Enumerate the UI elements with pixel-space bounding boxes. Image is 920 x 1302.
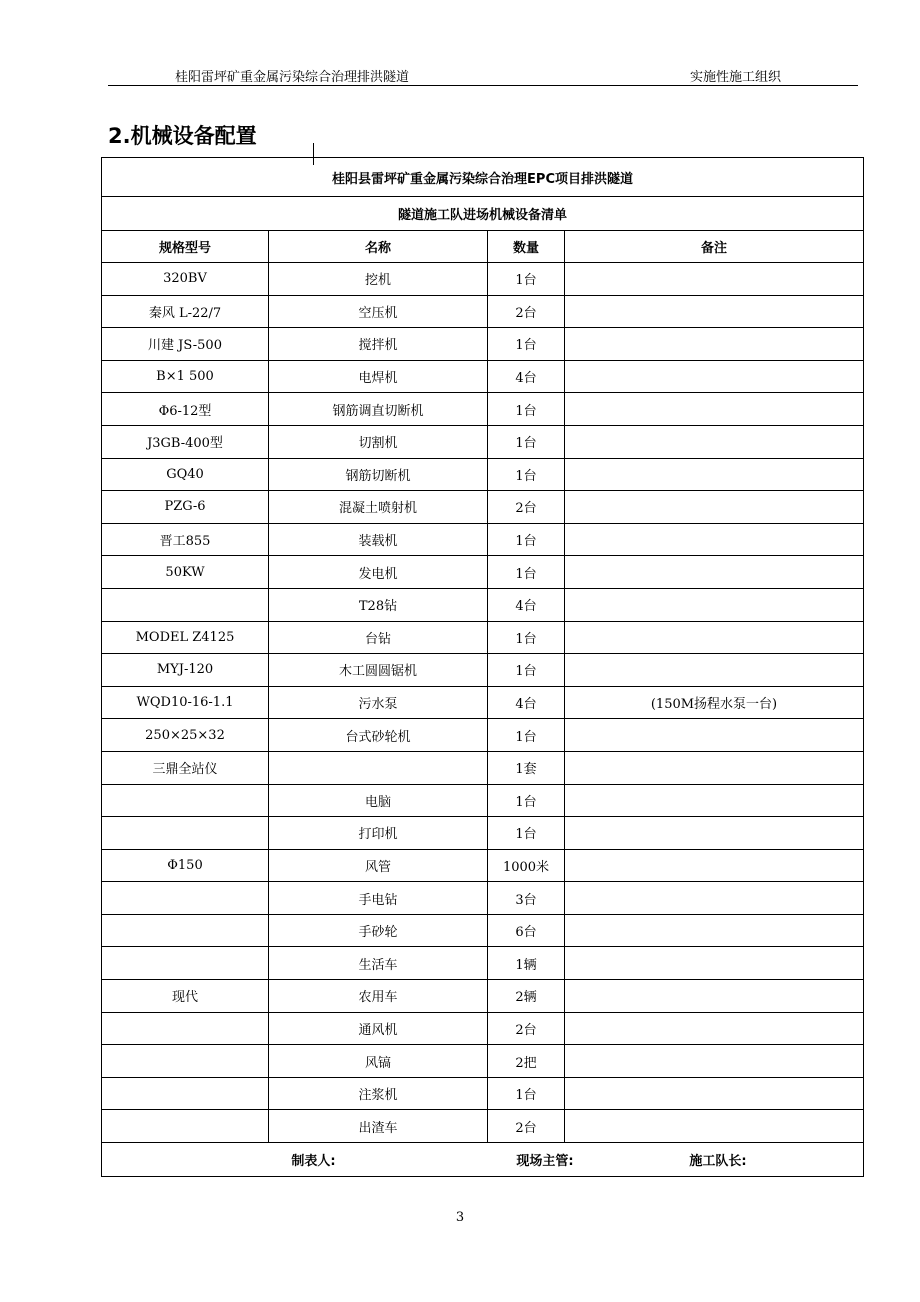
quantity-cell: 1台	[488, 556, 565, 589]
remarks-cell	[565, 621, 864, 654]
team-leader-label: 施工队长:	[689, 1154, 747, 1170]
column-header-name: 名称	[269, 231, 488, 263]
quantity-cell: 1台	[488, 784, 565, 817]
page-number: 3	[455, 1210, 465, 1225]
model-cell: 晋工855	[102, 523, 269, 556]
model-cell: 川建 JS-500	[102, 328, 269, 361]
model-cell: Φ150	[102, 849, 269, 882]
quantity-cell: 2把	[488, 1045, 565, 1078]
remarks-cell	[565, 980, 864, 1013]
model-cell	[102, 1012, 269, 1045]
table-row	[102, 654, 864, 687]
remarks-cell	[565, 817, 864, 850]
name-cell: 手砂轮	[269, 914, 488, 947]
model-cell: MYJ-120	[102, 654, 269, 687]
quantity-cell: 1套	[488, 751, 565, 784]
model-cell	[102, 588, 269, 621]
name-cell: 钢筋调直切断机	[269, 393, 488, 426]
remarks-cell	[565, 1045, 864, 1078]
name-cell: 风镐	[269, 1045, 488, 1078]
name-cell	[269, 751, 488, 784]
quantity-cell: 1台	[488, 328, 565, 361]
name-cell: 出渣车	[269, 1110, 488, 1143]
table-row	[102, 263, 864, 296]
remarks-cell	[565, 849, 864, 882]
name-cell: 空压机	[269, 295, 488, 328]
table-row	[102, 1045, 864, 1078]
name-cell: 通风机	[269, 1012, 488, 1045]
quantity-cell: 1台	[488, 817, 565, 850]
remarks-cell	[565, 784, 864, 817]
remarks-cell: (150M扬程水泵一台)	[565, 686, 864, 719]
quantity-cell: 1台	[488, 1077, 565, 1110]
table-row	[102, 1077, 864, 1110]
table-row	[102, 817, 864, 850]
remarks-cell	[565, 491, 864, 524]
model-cell: Φ6-12型	[102, 393, 269, 426]
model-cell	[102, 1077, 269, 1110]
header-divider	[108, 85, 858, 86]
quantity-cell: 1台	[488, 425, 565, 458]
model-cell	[102, 882, 269, 915]
signature-cell	[102, 1143, 864, 1177]
quantity-cell: 1辆	[488, 947, 565, 980]
column-header-remarks: 备注	[565, 231, 864, 263]
remarks-cell	[565, 654, 864, 687]
quantity-cell: 2台	[488, 491, 565, 524]
model-cell: 秦风 L-22/7	[102, 295, 269, 328]
model-cell	[102, 817, 269, 850]
quantity-cell: 1台	[488, 719, 565, 752]
table-row	[102, 458, 864, 491]
name-cell: 电脑	[269, 784, 488, 817]
table-row	[102, 295, 864, 328]
name-cell: 手电钻	[269, 882, 488, 915]
table-row	[102, 491, 864, 524]
remarks-cell	[565, 882, 864, 915]
table-row	[102, 719, 864, 752]
table-row	[102, 1110, 864, 1143]
name-cell: 注浆机	[269, 1077, 488, 1110]
remarks-cell	[565, 588, 864, 621]
table-row	[102, 947, 864, 980]
model-cell: PZG-6	[102, 491, 269, 524]
table-row	[102, 588, 864, 621]
model-cell: 320BV	[102, 263, 269, 296]
quantity-cell: 3台	[488, 882, 565, 915]
name-cell: 台钻	[269, 621, 488, 654]
remarks-cell	[565, 1012, 864, 1045]
name-cell: 打印机	[269, 817, 488, 850]
quantity-cell: 1台	[488, 523, 565, 556]
remarks-cell	[565, 328, 864, 361]
quantity-cell: 4台	[488, 360, 565, 393]
name-cell: 装载机	[269, 523, 488, 556]
remarks-cell	[565, 523, 864, 556]
column-header-quantity: 数量	[488, 231, 565, 263]
table-subtitle: 隧道施工队进场机械设备清单	[102, 197, 864, 231]
name-cell: 搅拌机	[269, 328, 488, 361]
remarks-cell	[565, 914, 864, 947]
table-row	[102, 686, 864, 719]
quantity-cell: 6台	[488, 914, 565, 947]
model-cell: 三鼎全站仪	[102, 751, 269, 784]
table-row	[102, 556, 864, 589]
prepared-by-label: 制表人:	[291, 1154, 336, 1170]
table-row	[102, 393, 864, 426]
remarks-cell	[565, 1077, 864, 1110]
name-cell: T28钻	[269, 588, 488, 621]
remarks-cell	[565, 751, 864, 784]
model-cell	[102, 947, 269, 980]
model-cell	[102, 784, 269, 817]
remarks-cell	[565, 719, 864, 752]
quantity-cell: 4台	[488, 686, 565, 719]
name-cell: 台式砂轮机	[269, 719, 488, 752]
model-cell	[102, 1110, 269, 1143]
model-cell	[102, 914, 269, 947]
remarks-cell	[565, 295, 864, 328]
remarks-cell	[565, 263, 864, 296]
remarks-cell	[565, 425, 864, 458]
table-row	[102, 882, 864, 915]
site-supervisor-label: 现场主管:	[516, 1154, 574, 1170]
quantity-cell: 1台	[488, 458, 565, 491]
quantity-cell: 1台	[488, 263, 565, 296]
quantity-cell: 1台	[488, 393, 565, 426]
model-cell: J3GB-400型	[102, 425, 269, 458]
quantity-cell: 1台	[488, 654, 565, 687]
name-cell: 生活车	[269, 947, 488, 980]
model-cell: WQD10-16-1.1	[102, 686, 269, 719]
name-cell: 木工圆圆锯机	[269, 654, 488, 687]
quantity-cell: 1000米	[488, 849, 565, 882]
model-cell: 50KW	[102, 556, 269, 589]
name-cell: 挖机	[269, 263, 488, 296]
table-row	[102, 980, 864, 1013]
name-cell: 钢筋切断机	[269, 458, 488, 491]
model-cell	[102, 1045, 269, 1078]
section-title: 2.机械设备配置	[108, 124, 257, 148]
table-header-row	[102, 231, 864, 263]
quantity-cell: 2辆	[488, 980, 565, 1013]
quantity-cell: 2台	[488, 295, 565, 328]
remarks-cell	[565, 1110, 864, 1143]
model-cell: GQ40	[102, 458, 269, 491]
table-title: 桂阳县雷坪矿重金属污染综合治理EPC项目排洪隧道	[102, 158, 864, 197]
equipment-table	[101, 157, 864, 1177]
name-cell: 电焊机	[269, 360, 488, 393]
name-cell: 发电机	[269, 556, 488, 589]
name-cell: 污水泵	[269, 686, 488, 719]
model-cell: B×1 500	[102, 360, 269, 393]
table-row	[102, 360, 864, 393]
quantity-cell: 1台	[488, 621, 565, 654]
quantity-cell: 2台	[488, 1012, 565, 1045]
header-document-title: 桂阳雷坪矿重金属污染综合治理排洪隧道	[175, 70, 410, 85]
table-row	[102, 914, 864, 947]
table-row	[102, 523, 864, 556]
model-cell: MODEL Z4125	[102, 621, 269, 654]
remarks-cell	[565, 360, 864, 393]
table-row	[102, 425, 864, 458]
table-row	[102, 784, 864, 817]
table-row	[102, 1012, 864, 1045]
name-cell: 切割机	[269, 425, 488, 458]
name-cell: 农用车	[269, 980, 488, 1013]
table-footer-row	[102, 1143, 864, 1177]
remarks-cell	[565, 458, 864, 491]
table-row	[102, 328, 864, 361]
column-header-model: 规格型号	[102, 231, 269, 263]
remarks-cell	[565, 556, 864, 589]
remarks-cell	[565, 393, 864, 426]
name-cell: 混凝土喷射机	[269, 491, 488, 524]
quantity-cell: 4台	[488, 588, 565, 621]
model-cell: 250×25×32	[102, 719, 269, 752]
quantity-cell: 2台	[488, 1110, 565, 1143]
table-row	[102, 849, 864, 882]
table-row	[102, 621, 864, 654]
table-row	[102, 751, 864, 784]
header-document-type: 实施性施工组织	[690, 70, 782, 85]
model-cell: 现代	[102, 980, 269, 1013]
remarks-cell	[565, 947, 864, 980]
name-cell: 风管	[269, 849, 488, 882]
